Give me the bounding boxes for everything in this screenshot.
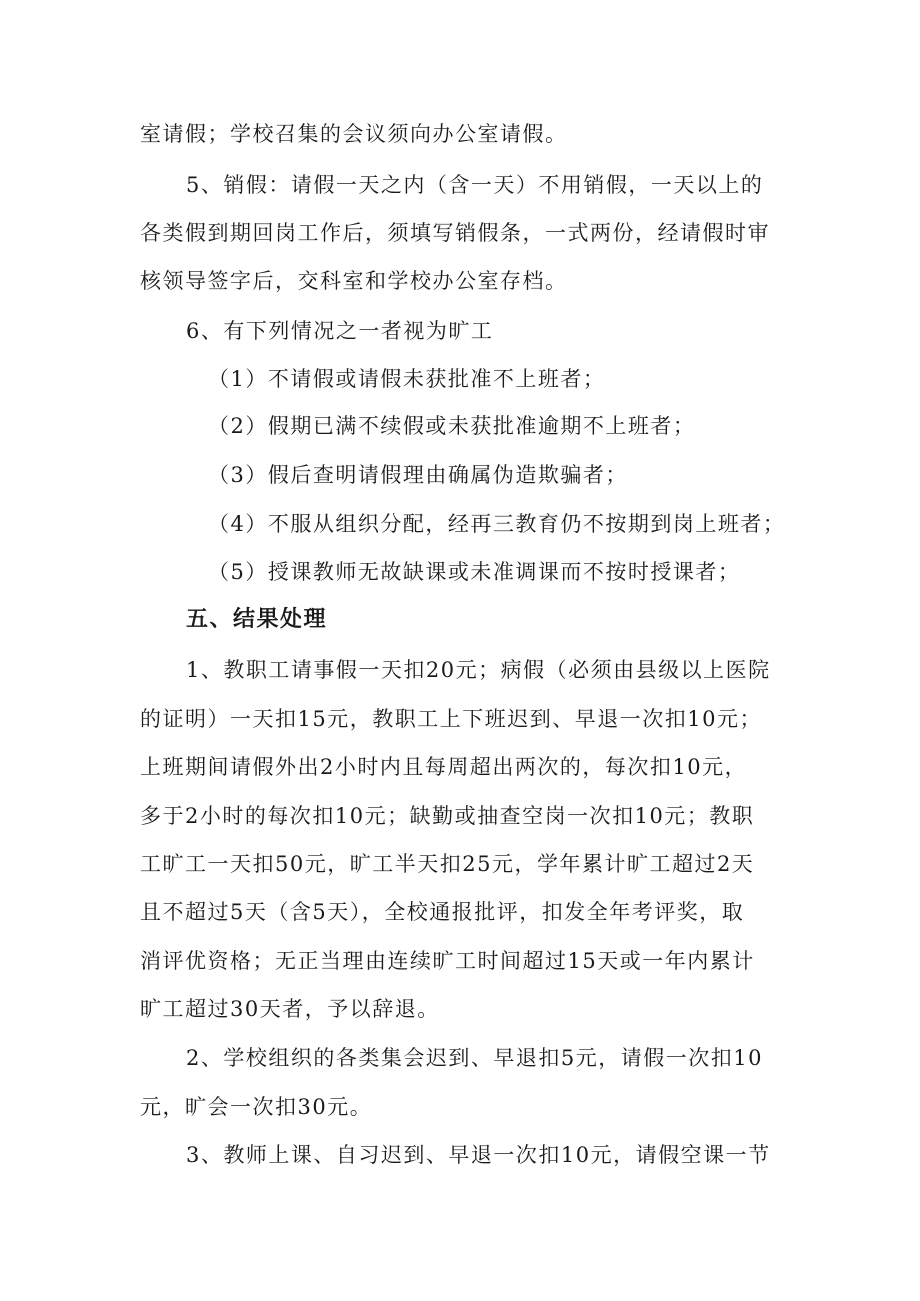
list-item: （4）不服从组织分配，经再三教育仍不按期到岗上班者； [208, 512, 786, 536]
text-line: 2、学校组织的各类集会迟到、早退扣5元，请假一次扣10 [186, 1046, 763, 1070]
list-item: （2）假期已满不续假或未获批准逾期不上班者； [208, 414, 696, 438]
list-item: （5）授课教师无故缺课或未准调课而不按时授课者； [208, 560, 741, 584]
text-line: 核领导签字后，交科室和学校办公室存档。 [140, 269, 568, 293]
text-line: 1、教职工请事假一天扣20元；病假（必须由县级以上医院 [186, 658, 771, 682]
section-heading: 五、结果处理 [186, 607, 328, 632]
text-line: 各类假到期回岗工作后，须填写销假条，一式两份，经请假时审 [140, 221, 770, 245]
list-item: （1）不请假或请假未获批准不上班者； [208, 367, 606, 391]
list-item: （3）假后查明请假理由确属伪造欺骗者； [208, 463, 628, 487]
text-line: 5、销假：请假一天之内（含一天）不用销假，一天以上的 [186, 173, 764, 197]
text-line: 3、教师上课、自习迟到、早退一次扣10元，请假空课一节 [186, 1143, 771, 1167]
text-line: 多于2小时的每次扣10元；缺勤或抽查空岗一次扣10元；教职 [140, 804, 755, 828]
text-line: 且不超过5天（含5天），全校通报批评，扣发全年考评奖，取 [140, 900, 745, 924]
text-line: 室请假；学校召集的会议须向办公室请假。 [140, 122, 568, 146]
text-line: 6、有下列情况之一者视为旷工 [186, 319, 494, 343]
text-line: 的证明）一天扣15元，教职工上下班迟到、早退一次扣10元； [140, 707, 762, 731]
text-line: 旷工超过30天者，予以辞退。 [140, 997, 440, 1021]
text-line: 消评优资格；无正当理由连续旷工时间超过15天或一年内累计 [140, 949, 755, 973]
text-line: 上班期间请假外出2小时内且每周超出两次的，每次扣10元， [140, 755, 748, 779]
text-line: 元，旷会一次扣30元。 [140, 1095, 373, 1119]
text-line: 工旷工一天扣50元，旷工半天扣25元，学年累计旷工超过2天 [140, 852, 755, 876]
